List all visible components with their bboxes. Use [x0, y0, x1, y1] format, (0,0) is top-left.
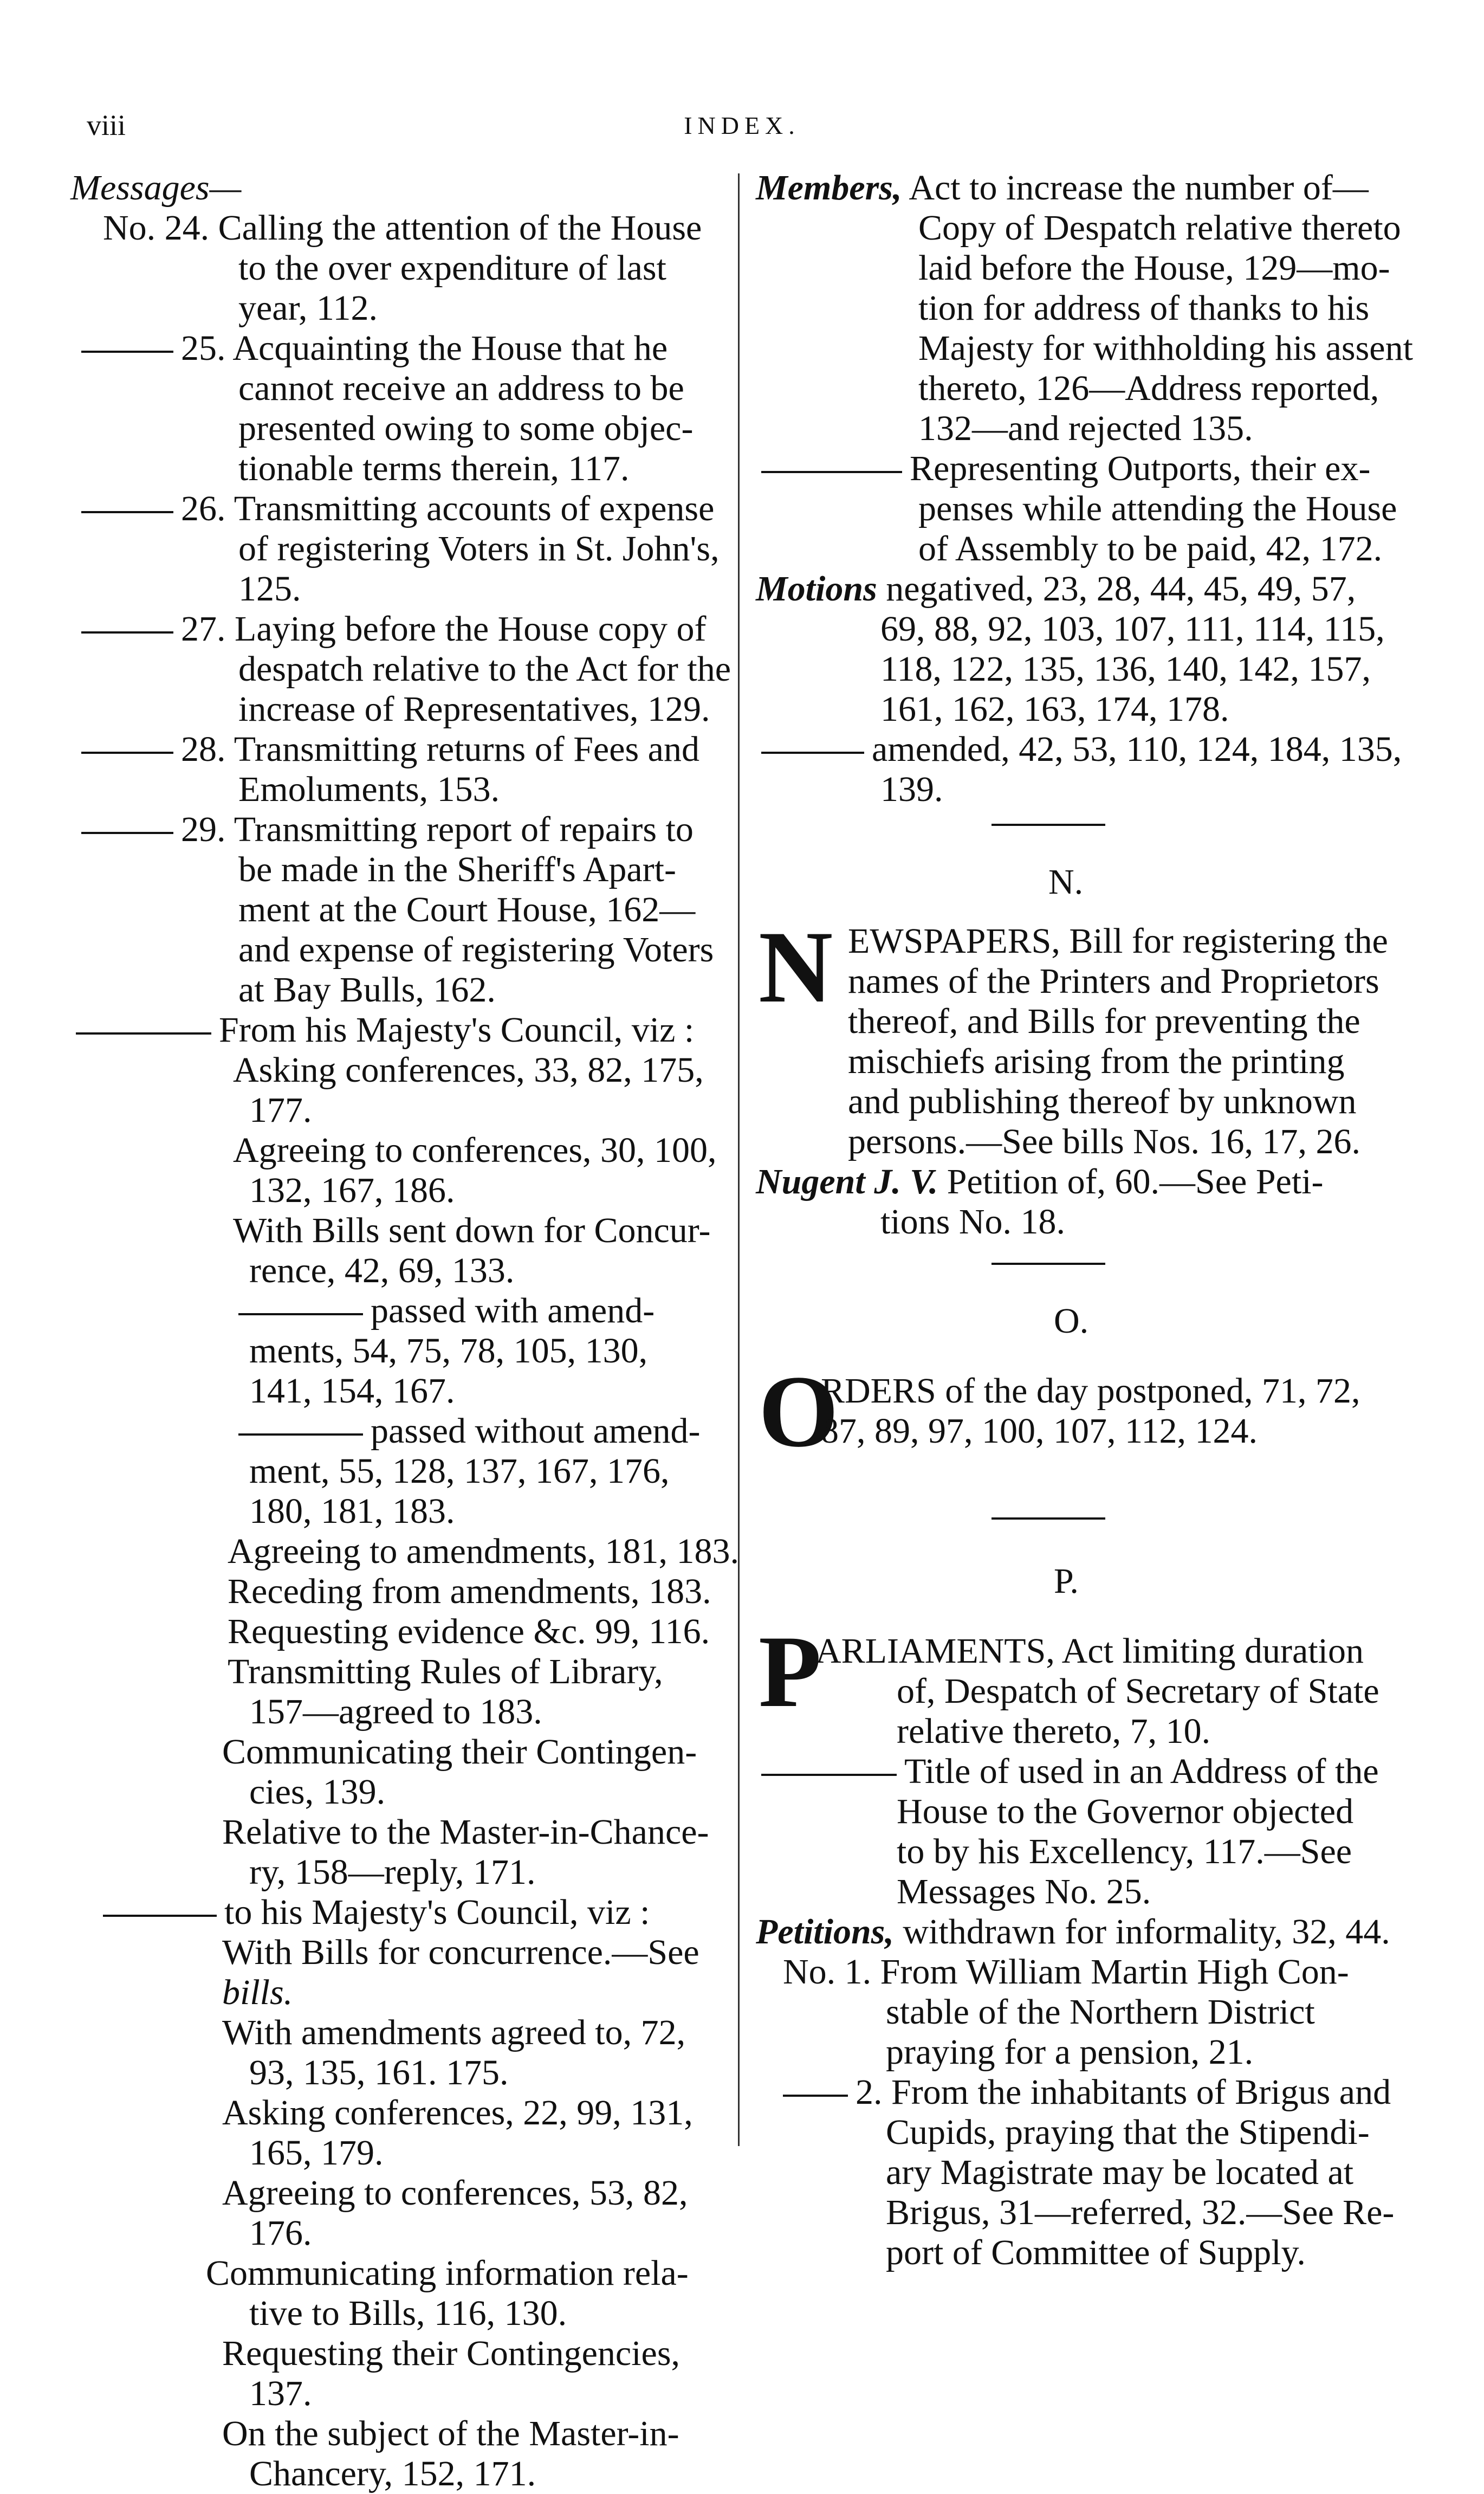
index-entry-line — [70, 2133, 731, 2173]
index-entry-line — [756, 921, 1401, 961]
index-entry-line — [70, 1251, 731, 1291]
section-rule — [992, 824, 1105, 826]
entry-text: Agreeing to conferences, 53, 82, — [222, 2173, 688, 2213]
ditto-rule — [103, 1915, 217, 1917]
index-entry-line — [756, 1752, 1401, 1792]
index-entry-line — [70, 1171, 731, 1211]
index-entry-line — [70, 689, 731, 729]
index-entry-line — [756, 1912, 1401, 1952]
entry-text: be made in the Sheriff's Apart- — [238, 850, 676, 889]
entry-text: stable of the Northern District — [886, 1992, 1315, 2032]
index-entry-line — [756, 1952, 1401, 1992]
index-entry-line — [70, 2173, 731, 2213]
entry-text: Cupids, praying that the Stipendi- — [886, 2112, 1370, 2152]
index-entry-line — [70, 1090, 731, 1130]
entry-text: Title of used in an Address of the — [904, 1752, 1379, 1791]
entry-text: 69, 88, 92, 103, 107, 111, 114, 115, — [880, 609, 1385, 649]
entry-text: amended, 42, 53, 110, 124, 184, 135, — [872, 729, 1402, 769]
entry-text: EWSPAPERS, Bill for registering the — [848, 921, 1388, 961]
entry-heading: Nugent J. V. — [756, 1162, 938, 1201]
index-entry-line — [756, 689, 1401, 729]
ditto-rule — [81, 511, 173, 513]
index-entry-line — [756, 409, 1401, 449]
index-entry-line — [70, 770, 731, 810]
section-o-entries — [756, 1371, 1401, 1451]
index-entry-line — [70, 569, 731, 609]
right-column — [756, 168, 1413, 810]
entry-text: names of the Printers and Proprietors — [848, 961, 1379, 1001]
index-entry-line — [756, 649, 1401, 689]
entry-text: to by his Excellency, 117.—See — [897, 1832, 1352, 1871]
entry-text: House to the Governor objected — [897, 1792, 1354, 1831]
entry-text: tive to Bills, 116, 130. — [249, 2293, 567, 2333]
entry-text: Majesty for withholding his assent — [918, 328, 1413, 368]
entry-text: 141, 154, 167. — [249, 1371, 455, 1411]
index-entry-line — [756, 2153, 1401, 2193]
entry-text: Agreeing to conferences, 30, 100, — [233, 1130, 717, 1170]
index-entry-line — [756, 328, 1413, 369]
index-entry-line — [756, 1992, 1401, 2032]
entry-heading: Motions — [756, 569, 877, 609]
index-entry-line — [756, 1792, 1401, 1832]
index-entry-line — [70, 409, 731, 449]
entry-text: cies, 139. — [249, 1772, 386, 1812]
index-entry-line — [756, 1122, 1401, 1162]
index-entry-line — [70, 1010, 731, 1050]
entry-text: 139. — [880, 770, 943, 809]
entry-text: Receding from amendments, 183. — [228, 1572, 711, 1611]
index-entry-line — [70, 2093, 731, 2133]
index-entry-line — [756, 369, 1401, 409]
entry-text: 177. — [249, 1090, 312, 1130]
ditto-rule — [761, 1774, 897, 1776]
entry-text: On the subject of the Master-in- — [222, 2414, 679, 2453]
ditto-rule — [238, 1313, 363, 1315]
ditto-rule — [81, 832, 173, 834]
entry-text: persons.—See bills Nos. 16, 17, 26. — [848, 1122, 1360, 1161]
entry-text: 176. — [249, 2213, 312, 2253]
index-entry-line — [756, 2193, 1401, 2233]
section-letter-n: N. — [1048, 862, 1084, 902]
index-entry-line — [70, 2053, 731, 2093]
index-entry-line — [70, 1532, 739, 1572]
entry-text: 137. — [249, 2374, 312, 2413]
index-entry-line — [756, 288, 1401, 328]
index-entry-line — [756, 729, 1401, 770]
drop-cap-n: N — [759, 910, 833, 1024]
entry-text: 2. From the inhabitants of Brigus and — [856, 2072, 1391, 2112]
index-entry-line — [70, 1211, 731, 1251]
entry-text: Asking conferences, 33, 82, 175, — [233, 1050, 704, 1090]
ditto-rule — [81, 631, 173, 634]
ditto-rule — [81, 752, 173, 754]
entry-heading: Members, — [756, 168, 902, 208]
entry-text: No. 1. From William Martin High Con- — [783, 1952, 1349, 1992]
entry-text: mischiefs arising from the printing — [848, 1042, 1345, 1081]
index-entry-line — [756, 2233, 1401, 2273]
index-entry-line — [70, 2334, 731, 2374]
index-entry-line — [70, 248, 731, 288]
left-column — [70, 168, 739, 2494]
index-entry-line — [756, 609, 1401, 649]
entry-text: 87, 89, 97, 100, 107, 112, 124. — [821, 1411, 1258, 1451]
entry-text: rence, 42, 69, 133. — [249, 1251, 515, 1290]
page-title: INDEX. — [684, 112, 800, 139]
entry-text: 27. Laying before the House copy of — [181, 609, 707, 649]
entry-text: With amendments agreed to, 72, — [222, 2013, 686, 2052]
index-entry-line — [70, 729, 731, 770]
entry-text: and expense of registering Voters — [238, 930, 714, 970]
section-rule — [992, 1517, 1105, 1520]
entry-text: 93, 135, 161. 175. — [249, 2053, 509, 2092]
index-entry-line — [70, 1852, 731, 1892]
drop-cap-o: O — [759, 1355, 839, 1469]
entry-text: ARLIAMENTS, Act limiting duration — [815, 1631, 1364, 1671]
index-entry-line — [70, 2213, 731, 2253]
index-entry-line — [70, 2013, 731, 2053]
section-rule — [992, 1263, 1105, 1265]
index-entry-line — [756, 248, 1401, 288]
index-entry-line — [70, 288, 731, 328]
entry-text: 29. Transmitting report of repairs to — [181, 810, 694, 849]
entry-text: bills. — [222, 1973, 293, 2012]
index-entry-line — [70, 1451, 731, 1491]
entry-text: withdrawn for informality, 32, 44. — [893, 1912, 1390, 1952]
entry-text: tionable terms therein, 117. — [238, 449, 630, 488]
index-entry-line — [70, 328, 731, 369]
entry-text: tion for address of thanks to his — [918, 288, 1370, 328]
entry-text: Communicating their Contingen- — [222, 1732, 697, 1772]
entry-text: of Assembly to be paid, 42, 172. — [918, 529, 1383, 568]
index-entry-line — [756, 1411, 1401, 1451]
entry-text: Petition of, 60.—See Peti- — [938, 1162, 1324, 1201]
index-entry-line — [70, 1812, 731, 1852]
column-divider — [738, 173, 740, 2146]
drop-cap-p: P — [759, 1615, 822, 1729]
index-entry-line — [70, 970, 731, 1010]
index-entry-line — [756, 208, 1401, 248]
index-entry-line — [70, 1892, 731, 1933]
index-entry-line — [70, 1692, 731, 1732]
index-entry-line — [756, 2072, 1401, 2112]
entry-text: ary Magistrate may be located at — [886, 2153, 1354, 2192]
index-entry-line — [70, 930, 731, 970]
entry-text: tions No. 18. — [880, 1202, 1066, 1242]
entry-text: Requesting evidence &c. 99, 116. — [228, 1612, 710, 1651]
entry-text: negatived, 23, 28, 44, 45, 49, 57, — [877, 569, 1356, 609]
entry-text: 118, 122, 135, 136, 140, 142, 157, — [880, 649, 1371, 689]
ditto-rule — [761, 752, 864, 754]
entry-text: Requesting their Contingencies, — [222, 2334, 681, 2373]
entry-text: 132—and rejected 135. — [918, 409, 1253, 448]
index-entry-line — [70, 529, 731, 569]
entry-text: 132, 167, 186. — [249, 1171, 455, 1210]
entry-text: and publishing thereof by unknown — [848, 1082, 1357, 1121]
entry-text: Agreeing to amendments, 181, 183. — [228, 1532, 739, 1571]
index-entry-line — [70, 1411, 731, 1451]
entry-text: relative thereto, 7, 10. — [897, 1711, 1211, 1751]
index-entry-line — [70, 1732, 731, 1772]
ditto-rule — [761, 471, 902, 473]
index-entry-line — [756, 168, 1401, 208]
index-entry-line — [756, 1371, 1401, 1411]
index-entry-line — [70, 1331, 731, 1371]
ditto-rule — [81, 351, 173, 353]
entry-text: cannot receive an address to be — [238, 369, 684, 408]
index-entry-line — [756, 489, 1401, 529]
index-entry-line — [756, 2032, 1401, 2072]
index-entry-line — [70, 609, 731, 649]
entry-text: to his Majesty's Council, viz : — [224, 1892, 650, 1932]
entry-text: 161, 162, 163, 174, 178. — [880, 689, 1229, 729]
index-entry-line — [70, 1371, 731, 1411]
index-entry-line — [70, 1491, 731, 1532]
entry-heading: Petitions, — [756, 1912, 894, 1952]
entry-text: RDERS of the day postponed, 71, 72, — [821, 1371, 1360, 1411]
entry-text: increase of Representatives, 129. — [238, 689, 710, 729]
entry-text: penses while attending the House — [918, 489, 1397, 528]
ditto-rule — [76, 1032, 211, 1035]
index-entry-line — [70, 449, 731, 489]
entry-text: Act to increase the number of— — [902, 168, 1369, 208]
index-entry-line — [70, 1973, 731, 2013]
index-entry-line — [756, 1002, 1401, 1042]
index-entry-line — [70, 1130, 731, 1171]
index-entry-line — [756, 1042, 1401, 1082]
entry-text: year, 112. — [238, 288, 378, 328]
index-entry-line — [70, 1772, 731, 1812]
entry-text: 180, 181, 183. — [249, 1491, 455, 1531]
entry-text: No. 24. Calling the attention of the House — [103, 208, 702, 248]
entry-text: Messages— — [70, 168, 242, 208]
entry-text: 26. Transmitting accounts of expense — [181, 489, 715, 528]
entry-text: laid before the House, 129—mo- — [918, 248, 1390, 288]
index-entry-line — [756, 2112, 1401, 2153]
index-entry-line — [756, 1832, 1401, 1872]
entry-text: From his Majesty's Council, viz : — [219, 1010, 695, 1050]
index-entry-line — [70, 1050, 731, 1090]
index-entry-line — [756, 961, 1401, 1002]
index-entry-line — [70, 2293, 731, 2334]
index-entry-line — [756, 1671, 1401, 1711]
entry-text: ments, 54, 75, 78, 105, 130, — [249, 1331, 648, 1371]
index-entry-line — [70, 1291, 731, 1331]
index-entry-line — [756, 529, 1401, 569]
entry-text: passed with amend- — [371, 1291, 655, 1330]
index-entry-line — [70, 208, 731, 248]
index-entry-line — [756, 1082, 1401, 1122]
entry-text: of, Despatch of Secretary of State — [897, 1671, 1379, 1711]
entry-text: Copy of Despatch relative thereto — [918, 208, 1401, 248]
index-entry-line — [756, 1711, 1401, 1752]
entry-text: at Bay Bulls, 162. — [238, 970, 496, 1010]
index-entry-line — [70, 2253, 731, 2293]
section-p-entries — [756, 1631, 1401, 2273]
entry-text: thereto, 126—Address reported, — [918, 369, 1379, 408]
entry-text: Messages No. 25. — [897, 1872, 1151, 1911]
entry-text: 125. — [238, 569, 301, 609]
entry-text: With Bills for concurrence.—See — [222, 1933, 699, 1972]
entry-text: Chancery, 152, 171. — [249, 2454, 536, 2493]
entry-text: 165, 179. — [249, 2133, 384, 2173]
entry-text: ment, 55, 128, 137, 167, 176, — [249, 1451, 670, 1491]
index-entry-line — [70, 1612, 731, 1652]
index-entry-line — [70, 2454, 731, 2494]
page-number: viii — [87, 109, 126, 141]
section-n-entries — [756, 910, 1401, 1242]
entry-text: Relative to the Master-in-Chance- — [222, 1812, 709, 1852]
index-entry-line — [70, 1933, 731, 1973]
entry-text: praying for a pension, 21. — [886, 2032, 1254, 2072]
entry-text: passed without amend- — [371, 1411, 701, 1451]
entry-text: to the over expenditure of last — [238, 248, 666, 288]
index-entry-line — [756, 1872, 1401, 1912]
index-entry-line — [70, 1572, 731, 1612]
index-entry-line — [70, 2374, 731, 2414]
index-entry-line — [70, 810, 731, 850]
index-entry-line — [70, 1652, 731, 1692]
entry-text: Communicating information rela- — [206, 2253, 689, 2293]
entry-text: Asking conferences, 22, 99, 131, — [222, 2093, 693, 2133]
index-entry-line — [70, 369, 731, 409]
entry-text: presented owing to some objec- — [238, 409, 694, 448]
index-entry-line — [70, 489, 731, 529]
entry-text: 157—agreed to 183. — [249, 1692, 542, 1731]
ditto-rule — [783, 2095, 848, 2097]
index-entry-line — [756, 569, 1401, 609]
entry-text: ry, 158—reply, 171. — [249, 1852, 536, 1892]
index-entry-line — [756, 449, 1401, 489]
entry-text: Emoluments, 153. — [238, 770, 500, 809]
entry-text: 28. Transmitting returns of Fees and — [181, 729, 699, 769]
entry-text: port of Committee of Supply. — [886, 2233, 1306, 2272]
entry-text: despatch relative to the Act for the — [238, 649, 731, 689]
entry-text: Transmitting Rules of Library, — [228, 1652, 663, 1691]
section-letter-p: P. — [1054, 1561, 1079, 1601]
entry-text: Brigus, 31—referred, 32.—See Re- — [886, 2193, 1395, 2232]
ditto-rule — [238, 1433, 363, 1436]
section-letter-o: O. — [1054, 1301, 1089, 1341]
index-entry-line — [756, 1631, 1401, 1671]
index-entry-line — [70, 850, 731, 890]
index-entry-line — [70, 890, 731, 930]
index-entry-line — [70, 168, 731, 208]
index-entry-line — [70, 2414, 731, 2454]
index-entry-line — [70, 649, 731, 689]
index-entry-line — [756, 770, 1401, 810]
index-entry-line — [756, 1162, 1401, 1202]
entry-text: 25. Acquainting the House that he — [181, 328, 668, 368]
index-entry-line — [756, 1202, 1401, 1242]
entry-text: ment at the Court House, 162— — [238, 890, 696, 929]
entry-text: thereof, and Bills for preventing the — [848, 1002, 1360, 1041]
entry-text: of registering Voters in St. John's, — [238, 529, 720, 568]
entry-text: With Bills sent down for Concur- — [233, 1211, 711, 1250]
entry-text: Representing Outports, their ex- — [910, 449, 1371, 488]
